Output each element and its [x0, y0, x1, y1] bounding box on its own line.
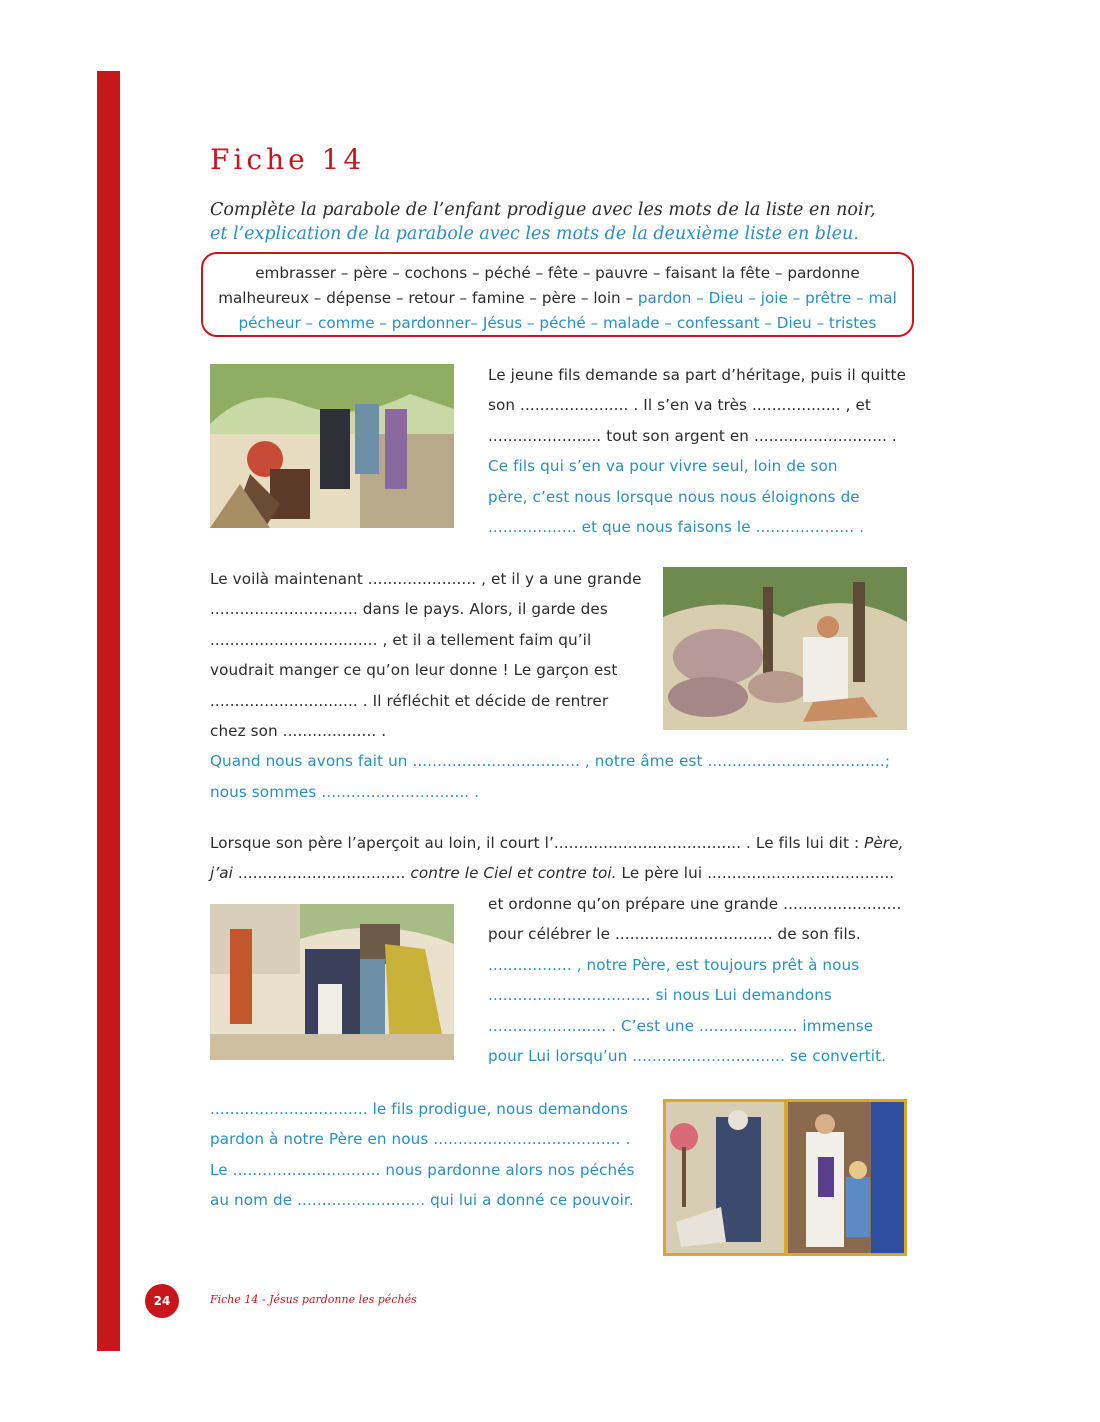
s3-line: pour célébrer le ................................ de son fils.	[488, 925, 861, 944]
s1-line: Le jeune fils demande sa part d’héritage, puis il quitte	[488, 366, 907, 384]
s3-line-2-dots: ..................................	[237, 864, 406, 883]
s4-line: ................................ le fils prodigue, nous demandons	[210, 1100, 629, 1118]
illustration-pigs	[663, 567, 907, 730]
s3-line-2-end: Le père lui ......................................	[621, 864, 895, 883]
word-list-box	[201, 252, 914, 337]
illustration-embrace	[210, 904, 454, 1060]
s2-line: chez son ................... .	[210, 722, 387, 741]
word-list-line-2	[203, 286, 912, 311]
word-list-line-3: pécheur – comme – pardonner– Jésus – péché – malade – confessant – Dieu – tristes	[238, 314, 877, 332]
s3-line	[210, 858, 904, 888]
instructions-line-black: Complète la parabole de l’enfant prodigue avec les mots de la liste en noir,	[210, 200, 876, 220]
illustration-departure	[210, 364, 454, 528]
s1-line: son ...................... . Il s’en va très .................. , et	[488, 396, 871, 415]
s3-line: ........................ . C’est une .................... immense	[488, 1016, 874, 1035]
s2-line: .................................. , et il a tellement faim qu’il	[210, 630, 592, 649]
instructions-line-blue: et l’explication de la parabole avec les mots de la deuxième liste en bleu.	[210, 224, 859, 244]
page-title: Fiche 14	[210, 143, 366, 176]
s2-line: .............................. dans le pays. Alors, il garde des	[210, 600, 608, 619]
s3-line: ................................. si nous Lui demandons	[488, 986, 832, 1005]
s3-line: et ordonne qu’on prépare une grande ........................	[488, 895, 902, 913]
section-4	[210, 1094, 635, 1216]
s3-line-1: Lorsque son père l’aperçoit au loin, il court l’...................................... . Le fils lui dit :	[210, 834, 860, 852]
section-3-right	[488, 889, 901, 1071]
word-list-line-2-black: malheureux – dépense – retour – famine – père – loin –	[218, 289, 634, 307]
s1-line: ....................... tout son argent en ........................... .	[488, 426, 897, 445]
illustration-confession	[663, 1099, 907, 1256]
s4-line: pardon à notre Père en nous ...................................... .	[210, 1130, 631, 1149]
s4-line: Le .............................. nous pardonne alors nos péchés	[210, 1160, 635, 1179]
word-list-line-2-blue: pardon – Dieu – joie – prêtre – mal	[637, 289, 897, 307]
s2-line: Le voilà maintenant ...................... , et il y a une grande	[210, 570, 642, 588]
s2-line: Quand nous avons fait un .................................. , notre âme est ....................................;	[210, 752, 891, 771]
section-3-top	[210, 828, 904, 889]
s3-line-2-italic-a: j’ai	[210, 864, 233, 883]
s3-line-1-italic: Père,	[864, 834, 904, 852]
page-number-badge: 24	[145, 1284, 179, 1318]
s3-line: ................. , notre Père, est toujours prêt à nous	[488, 955, 860, 974]
s3-line: pour Lui lorsqu’un ............................... se convertit.	[488, 1047, 887, 1066]
section-1	[488, 360, 906, 542]
red-margin-bar	[97, 71, 120, 1351]
s2-line: nous sommes .............................. .	[210, 782, 480, 801]
s2-line: .............................. . Il réfléchit et décide de rentrer	[210, 691, 609, 710]
word-list-line-1: embrasser – père – cochons – péché – fête – pauvre – faisant la fête – pardonne	[255, 264, 860, 282]
s1-line: père, c’est nous lorsque nous nous éloignons de	[488, 487, 860, 506]
s2-line: voudrait manger ce qu’on leur donne ! Le garçon est	[210, 661, 618, 680]
instructions	[210, 198, 910, 246]
s3-line-2-italic-b: contre le Ciel et contre toi.	[410, 864, 617, 883]
s4-line: au nom de .......................... qui lui a donné ce pouvoir.	[210, 1191, 634, 1210]
s1-line: Ce fils qui s’en va pour vivre seul, loin de son	[488, 457, 838, 476]
s3-line	[210, 828, 904, 858]
s1-line: .................. et que nous faisons le .................... .	[488, 518, 865, 537]
footer-title: Fiche 14 - Jésus pardonne les péchés	[210, 1293, 417, 1306]
